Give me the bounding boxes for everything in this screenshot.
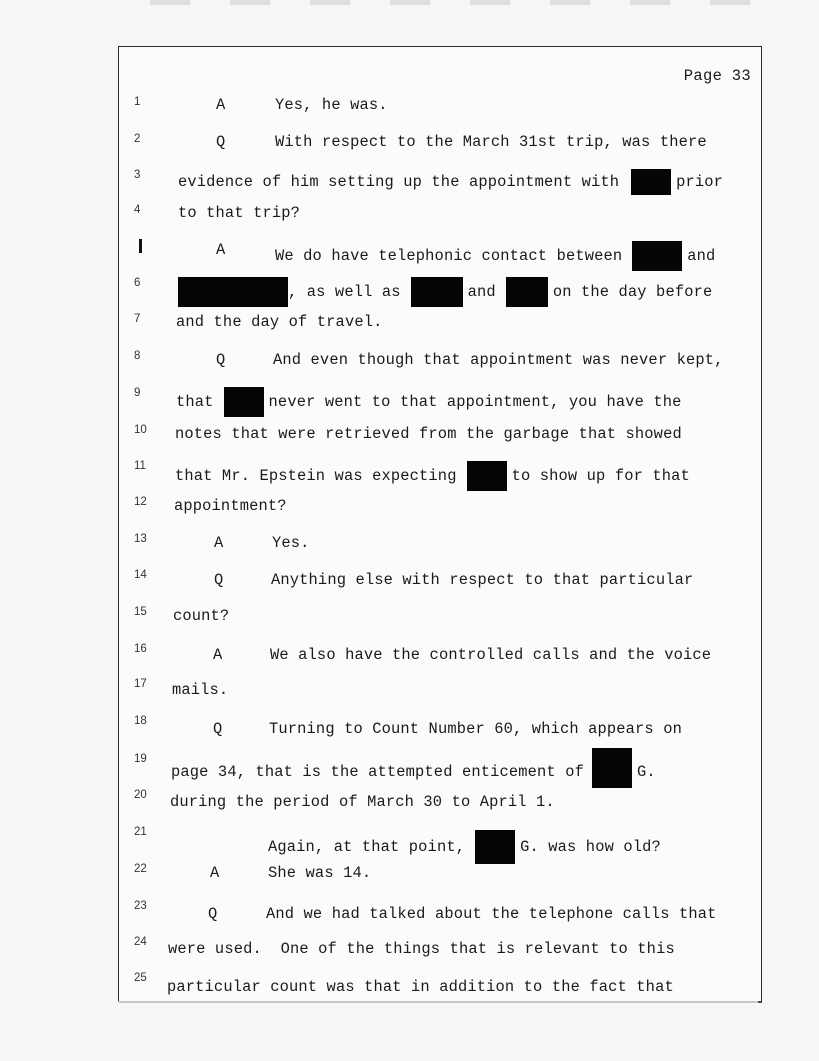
- transcript-text: to that trip?: [178, 204, 301, 222]
- line-number: 16: [134, 643, 147, 655]
- line-number: 19: [134, 753, 147, 765]
- line-number: 24: [134, 936, 147, 948]
- line-number: 11: [134, 460, 146, 472]
- transcript-text: that never went to that appointment, you have the: [176, 387, 682, 417]
- line-number: 25: [134, 972, 147, 984]
- transcript-text: Anything else with respect to that particular: [271, 571, 694, 589]
- line-number: 22: [134, 863, 147, 875]
- transcript-text: We also have the controlled calls and the voice: [270, 646, 712, 664]
- page-number: Page 33: [683, 67, 751, 85]
- line-number: 23: [134, 900, 147, 912]
- speaker-label: A: [216, 241, 226, 259]
- speaker-label: A: [216, 96, 226, 114]
- transcript-text: evidence of him setting up the appointment with prior: [178, 169, 723, 195]
- redaction-box: [467, 461, 507, 491]
- line-number: 12: [134, 496, 147, 508]
- transcript-text: And even though that appointment was never kept,: [273, 351, 724, 369]
- line-number: 1: [134, 96, 141, 108]
- transcript-text: Yes.: [272, 534, 310, 552]
- speaker-label: A: [210, 864, 220, 882]
- line-number: 10: [134, 424, 147, 436]
- transcript-text: and the day of travel.: [176, 313, 383, 331]
- redaction-box: [224, 387, 264, 417]
- line-number: 7: [134, 313, 141, 325]
- top-scan-artifact: [150, 0, 790, 5]
- speaker-label: A: [213, 646, 223, 664]
- line-number: 13: [134, 533, 147, 545]
- transcript-text: mails.: [172, 681, 229, 699]
- transcript-text: during the period of March 30 to April 1.: [170, 793, 555, 811]
- redaction-box: [411, 277, 463, 307]
- transcript-text: were used. One of the things that is relevant to this: [168, 940, 675, 958]
- line-number: 20: [134, 789, 147, 801]
- redaction-box: [506, 277, 548, 307]
- transcript-text: page 34, that is the attempted enticement of G.: [171, 756, 656, 788]
- transcript-text: With respect to the March 31st trip, was there: [275, 133, 707, 151]
- redaction-box: [178, 277, 288, 307]
- speaker-label: Q: [216, 351, 226, 369]
- transcript-text: She was 14.: [268, 864, 372, 882]
- line-number: 17: [134, 678, 147, 690]
- line-number: 6: [134, 277, 141, 289]
- line-number: 2: [134, 133, 141, 145]
- redaction-box: [592, 748, 632, 788]
- speaker-label: A: [214, 534, 224, 552]
- speaker-label: Q: [214, 571, 224, 589]
- line-number: 18: [134, 715, 147, 727]
- transcript-text: We do have telephonic contact between and: [275, 241, 715, 271]
- redaction-box: [632, 241, 682, 271]
- speaker-label: Q: [213, 720, 223, 738]
- transcript-text: notes that were retrieved from the garbage that showed: [175, 425, 682, 443]
- transcript-text: that Mr. Epstein was expecting to show up for that: [175, 461, 690, 491]
- redaction-box: [631, 169, 671, 195]
- transcript-text: Again, at that point, G. was how old?: [268, 830, 661, 864]
- speaker-label: Q: [208, 905, 218, 923]
- transcript-text: particular count was that in addition to the fact that: [167, 978, 674, 996]
- transcript-text: count?: [173, 607, 230, 625]
- speaker-label: Q: [216, 133, 226, 151]
- line-number: 8: [134, 350, 141, 362]
- line-number: 9: [134, 387, 141, 399]
- line-number: 15: [134, 606, 147, 618]
- transcript-text: appointment?: [174, 497, 287, 515]
- line-number: 3: [134, 169, 141, 181]
- redaction-box: [475, 830, 515, 864]
- line-number: 14: [134, 569, 147, 581]
- transcript-text: , as well as and on the day before: [178, 277, 712, 307]
- line-number: 21: [134, 826, 147, 838]
- transcript-text: Turning to Count Number 60, which appears on: [269, 720, 682, 738]
- page-bottom-edge: [118, 1001, 758, 1003]
- transcript-text: Yes, he was.: [275, 96, 388, 114]
- transcript-text: And we had talked about the telephone calls that: [266, 905, 717, 923]
- line-number: 4: [134, 204, 141, 216]
